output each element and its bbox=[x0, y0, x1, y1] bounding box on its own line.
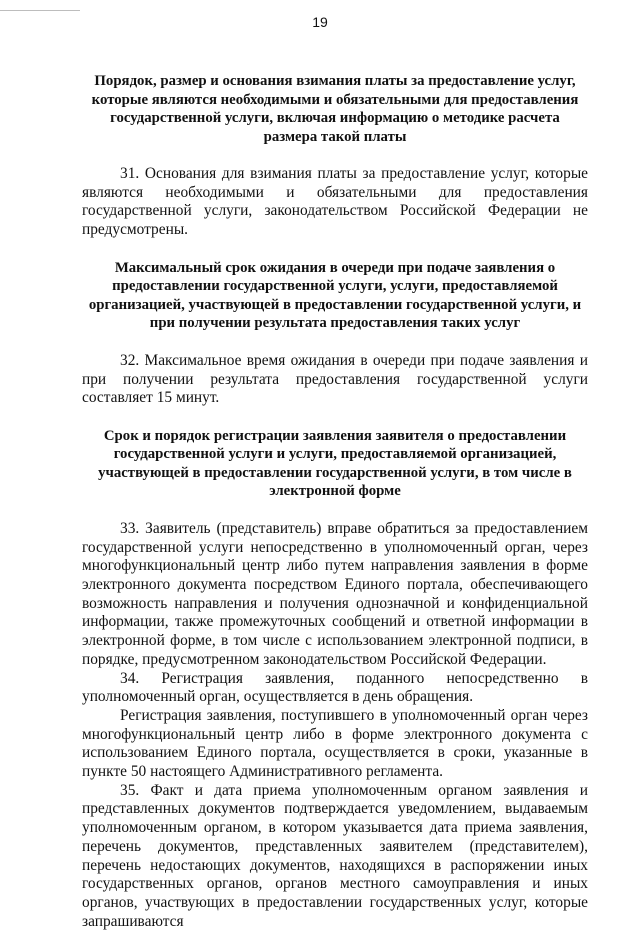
page-number: 19 bbox=[312, 14, 328, 30]
paragraph-31: 31. Основания для взимания платы за предоставление услуг, которые являются необходимыми и обязательными для предоставления государственной услуги, законодательством Российской Федерации не предусмотрены. bbox=[82, 165, 588, 239]
section-heading-registration: Срок и порядок регистрации заявления заявителя о предоставлении государственной услуги и услуги, предоставляемой организацией, участвующей в предоставлении государственной услуги, в том числе в электронной форме bbox=[98, 427, 572, 500]
paragraph-33: 33. Заявитель (представитель) вправе обратиться за предоставлением государственной услуги непосредственно в уполномоченный орган, через многофункциональный центр либо путем направления заявления в форме электронного документа посредством Единого портала, обеспечивающего возможность направления и получения однозначной и конфиденциальной информации, также промежуточных сообщений и ответной информации в электронной форме, в том числе с использованием электронной подписи, в порядке, предусмотренном законодательством Российской Федерации. bbox=[82, 519, 588, 668]
section-heading-queue-time: Максимальный срок ожидания в очереди при подаче заявления о предоставлении государственной услуги, услуги, предоставляемой организацией, участвующей в предоставлении государственной услуги, и при получении результата предоставления таких услуг bbox=[88, 259, 582, 332]
paragraph-32: 32. Максимальное время ожидания в очереди при подаче заявления и при получении результата предоставления государственной услуги составляет 15 минут. bbox=[82, 351, 588, 407]
paragraph-35: 35. Факт и дата приема уполномоченным органом заявления и представленных документов подтверждается уведомлением, выдаваемым уполномоченным органом, в котором указывается дата приема заявления, перечень документов, представленных заявителем (представителем), перечень недостающих документов, находящихся в распоряжении иных государственных органов, органов местного самоуправления и иных органов, участвующих в предоставлении государственных услуг, которые запрашиваются bbox=[82, 781, 588, 930]
section-heading-fee: Порядок, размер и основания взимания платы за предоставление услуг, которые являются необходимыми и обязательными для предоставления государственной услуги, включая информацию о методике расчета размера такой платы bbox=[91, 73, 579, 145]
corner-scan-mark bbox=[0, 0, 80, 11]
paragraph-34-registration: Регистрация заявления, поступившего в уполномоченный орган через многофункциональный центр либо в форме электронного документа с использованием Единого портала, осуществляется в сроки, указанные в пункте 50 настоящего Административного регламента. bbox=[82, 706, 588, 781]
paragraph-34: 34. Регистрация заявления, поданного непосредственно в уполномоченный орган, осуществляется в день обращения. bbox=[82, 669, 588, 706]
document-body bbox=[82, 72, 588, 931]
